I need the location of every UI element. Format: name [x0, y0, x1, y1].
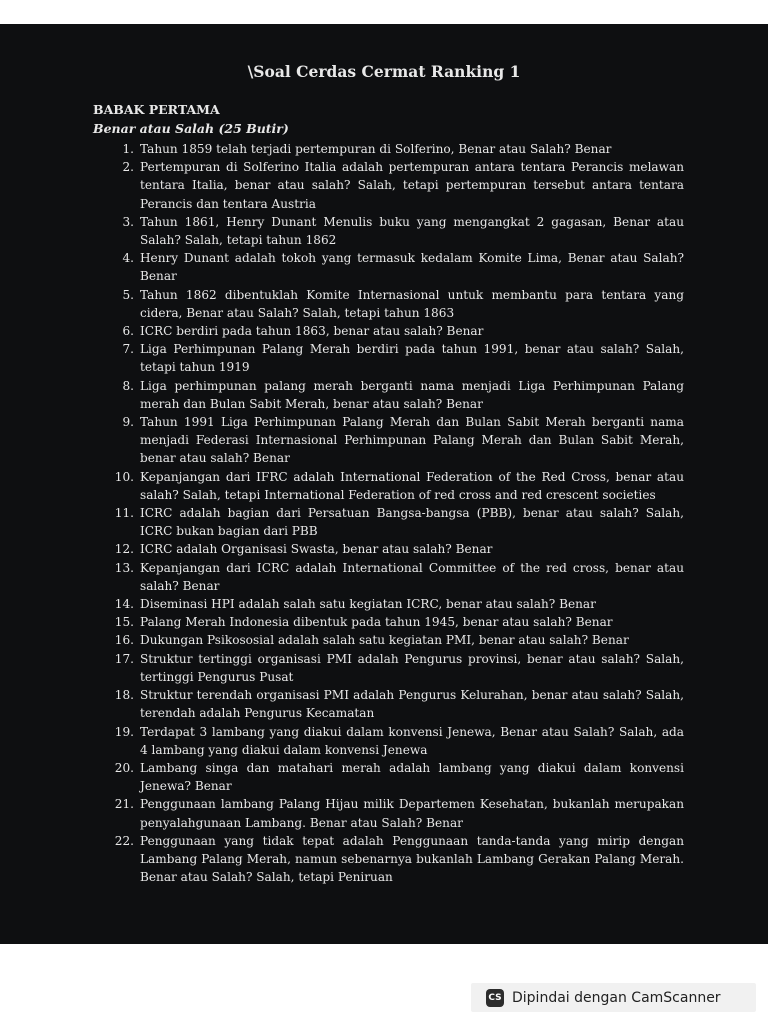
question-item — [93, 723, 684, 759]
question-item — [93, 759, 684, 795]
camscanner-watermark — [471, 983, 756, 1012]
question-item — [93, 140, 684, 158]
question-text: Tahun 1862 dibentuklah Komite Internasional untuk membantu para tentara yang cidera, Benar atau Salah? Salah, tetapi tahun 1863 — [140, 287, 684, 320]
question-item — [93, 322, 684, 340]
question-text: Henry Dunant adalah tokoh yang termasuk kedalam Komite Lima, Benar atau Salah? Benar — [140, 251, 684, 284]
question-text: Terdapat 3 lambang yang diakui dalam konvensi Jenewa, Benar atau Salah? Salah, ada 4 lambang yang diakui dalam konvensi Jenewa — [140, 724, 684, 757]
question-item — [93, 249, 684, 285]
question-number: 11. — [114, 506, 134, 521]
question-item — [93, 595, 684, 613]
question-number: 5. — [122, 287, 134, 302]
question-text: Penggunaan lambang Palang Hijau milik Departemen Kesehatan, bukanlah merupakan penyalahgunaan Lambang. Benar atau Salah? Benar — [140, 797, 684, 830]
question-text: Struktur terendah organisasi PMI adalah Pengurus Kelurahan, benar atau salah? Salah, terendah adalah Pengurus Kecamatan — [140, 688, 684, 721]
question-text: Pertempuran di Solferino Italia adalah pertempuran antara tentara Perancis melawan tentara Italia, benar atau salah? Salah, tetapi pertempuran tersebut antara tentara Perancis dan tentara Austria — [140, 160, 684, 211]
question-number: 15. — [114, 615, 134, 630]
question-item — [93, 468, 684, 504]
document-title: \Soal Cerdas Cermat Ranking 1 — [247, 62, 521, 81]
question-text: Tahun 1859 telah terjadi pertempuran di Solferino, Benar atau Salah? Benar — [140, 142, 612, 156]
question-text: Diseminasi HPI adalah salah satu kegiatan ICRC, benar atau salah? Benar — [140, 597, 596, 612]
question-number: 8. — [122, 378, 134, 393]
question-item — [93, 504, 684, 540]
question-item — [93, 413, 684, 468]
question-text: Dukungan Psikososial adalah salah satu kegiatan PMI, benar atau salah? Benar — [140, 633, 629, 648]
question-text: Lambang singa dan matahari merah adalah lambang yang diakui dalam konvensi Jenewa? Benar — [140, 760, 684, 794]
question-number: 6. — [122, 324, 134, 339]
question-number: 9. — [122, 415, 134, 430]
question-number: 4. — [122, 251, 134, 266]
question-text: ICRC berdiri pada tahun 1863, benar atau salah? Benar — [140, 324, 484, 339]
question-item — [93, 832, 684, 887]
question-item — [93, 340, 684, 376]
question-text: Liga Perhimpunan Palang Merah berdiri pada tahun 1991, benar atau salah? Salah, tetapi tahun 1919 — [140, 342, 684, 375]
question-text: Liga perhimpunan palang merah berganti nama menjadi Liga Perhimpunan Palang merah dan Bulan Sabit Merah, benar atau salah? Benar — [140, 378, 684, 411]
camscanner-logo-icon: CS — [486, 989, 504, 1007]
question-item — [93, 559, 684, 595]
camscanner-text: Dipindai dengan CamScanner — [512, 989, 721, 1006]
question-number: 2. — [122, 160, 134, 175]
question-item — [93, 650, 684, 686]
question-item — [93, 213, 684, 249]
question-item — [93, 613, 684, 631]
question-number: 16. — [114, 633, 134, 648]
question-number: 13. — [114, 560, 134, 575]
question-number: 17. — [114, 651, 134, 666]
question-number: 20. — [114, 760, 134, 775]
question-text: Palang Merah Indonesia dibentuk pada tahun 1945, benar atau salah? Benar — [140, 615, 613, 630]
question-item — [93, 631, 684, 649]
question-item — [93, 795, 684, 831]
question-item — [93, 158, 684, 213]
question-number: 10. — [114, 469, 134, 484]
question-text: ICRC adalah bagian dari Persatuan Bangsa-bangsa (PBB), benar atau salah? Salah, ICRC bukan bagian dari PBB — [140, 506, 684, 539]
question-text: Struktur tertinggi organisasi PMI adalah Pengurus provinsi, benar atau salah? Salah, tertinggi Pengurus Pusat — [140, 651, 684, 684]
question-number: 19. — [114, 724, 134, 739]
question-text: Penggunaan yang tidak tepat adalah Penggunaan tanda-tanda yang mirip dengan Lambang Palang Merah, namun sebenarnya bukanlah Lambang Gerakan Palang Merah. Benar atau Salah? Salah, tetapi Peniruan — [140, 833, 684, 885]
section-heading: BABAK PERTAMA — [93, 102, 220, 117]
question-item — [93, 286, 684, 322]
question-text: Tahun 1991 Liga Perhimpunan Palang Merah dan Bulan Sabit Merah berganti nama menjadi Federasi Internasional Perhimpunan Palang Merah dan Bulan Sabit Merah, benar atau salah? Benar — [140, 415, 684, 466]
question-text: ICRC adalah Organisasi Swasta, benar atau salah? Benar — [140, 542, 493, 557]
question-number: 3. — [122, 214, 134, 229]
question-number: 1. — [122, 142, 134, 156]
question-number: 22. — [114, 833, 134, 848]
subsection-heading: Benar atau Salah (25 Butir) — [93, 121, 289, 136]
question-number: 18. — [114, 688, 134, 703]
scanned-page — [0, 24, 768, 944]
question-item — [93, 540, 684, 558]
question-text: Kepanjangan dari IFRC adalah International Federation of the Red Cross, benar atau salah? Salah, tetapi International Federation of red cross and red crescent societies — [140, 469, 684, 502]
question-text: Tahun 1861, Henry Dunant Menulis buku yang mengangkat 2 gagasan, Benar atau Salah? Salah, tetapi tahun 1862 — [140, 214, 684, 248]
question-number: 7. — [122, 342, 134, 357]
question-item — [93, 377, 684, 413]
question-number: 14. — [114, 597, 134, 612]
question-text: Kepanjangan dari ICRC adalah International Committee of the red cross, benar atau salah? Benar — [140, 560, 684, 593]
question-number: 12. — [114, 542, 134, 557]
question-item — [93, 686, 684, 722]
question-list — [93, 140, 684, 886]
question-number: 21. — [114, 797, 134, 812]
